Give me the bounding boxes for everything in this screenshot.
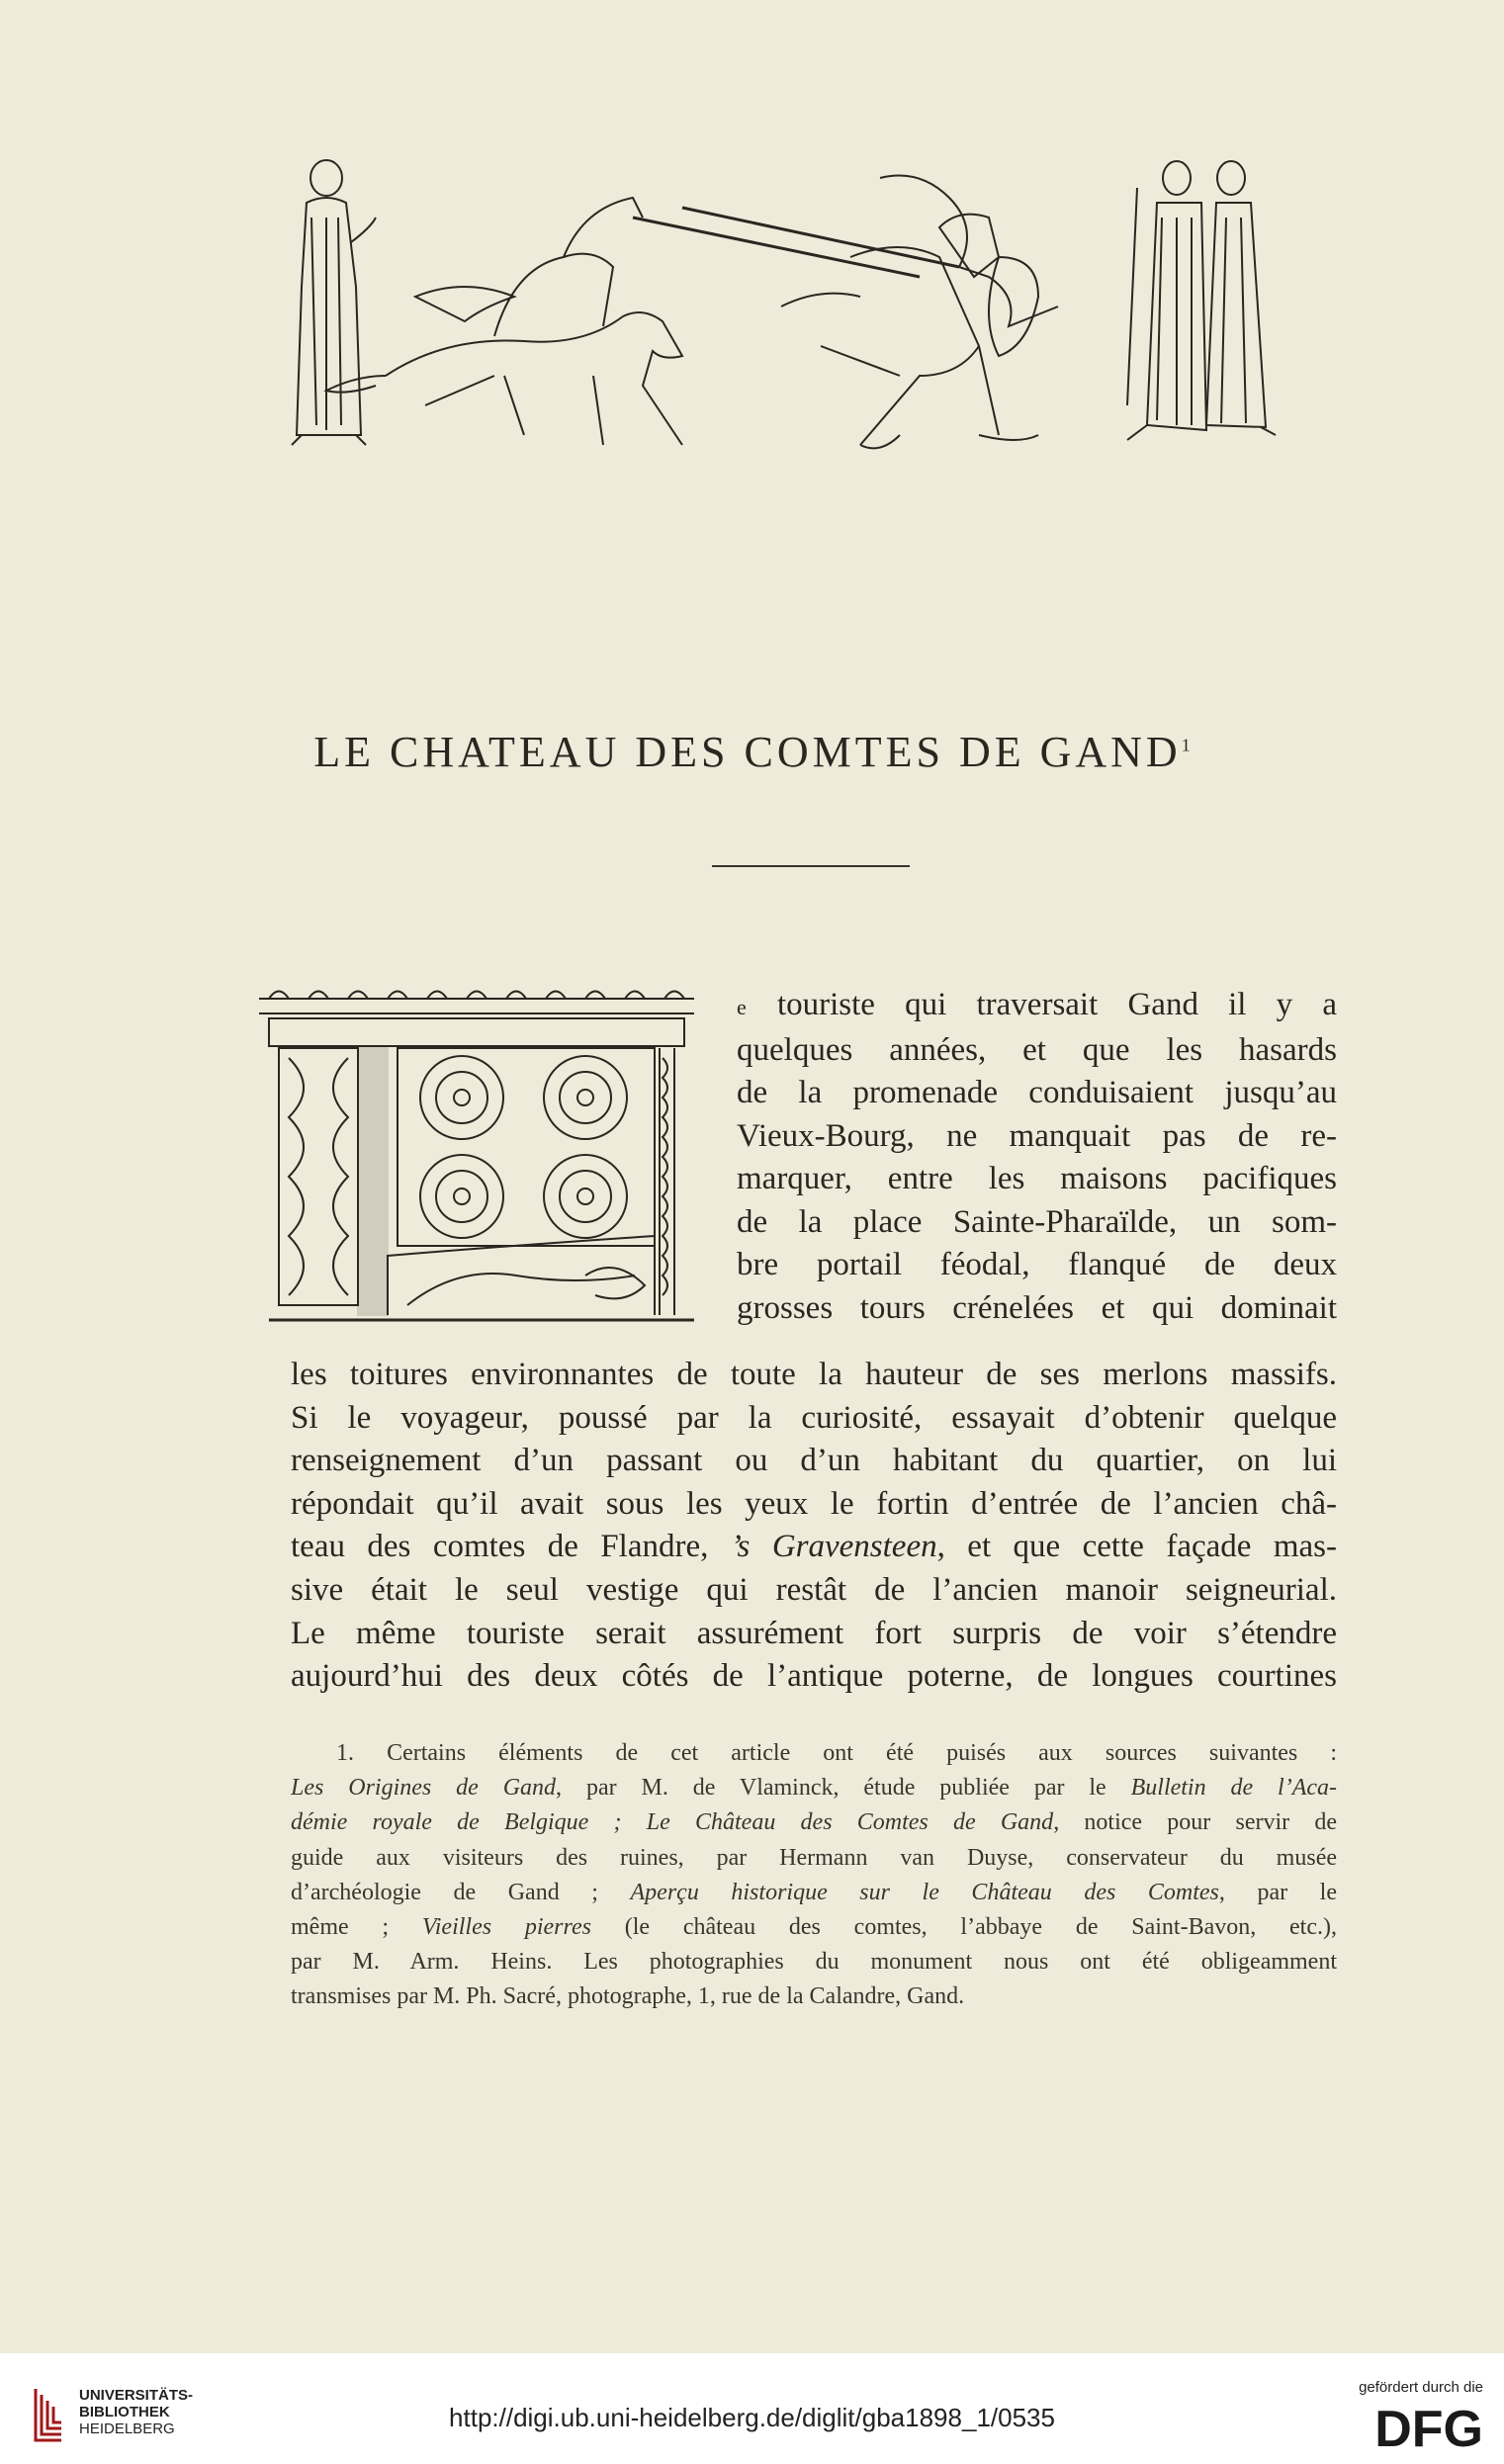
dfg-logo [1325, 2399, 1483, 2454]
text-line: de la place Sainte-Pharaïlde, un som- [737, 1203, 1337, 1240]
text-line: Si le voyageur, poussé par la curiosité, essayait d’obtenir quelque [291, 1399, 1337, 1436]
text-line: marquer, entre les maisons pacifiques [737, 1161, 1337, 1196]
standing-figures [1127, 161, 1276, 440]
footnote-line: guide aux visiteurs des ruines, par Hermann van Duyse, conservateur du musée [291, 1844, 1337, 1871]
footnote-line: transmises par M. Ph. Sacré, photographe, 1, rue de la Calandre, Gand. [291, 1983, 965, 2010]
footnote-line: même ; Vieilles pierres (le château des comtes, l’abbaye de Saint-Bavon, etc.), [291, 1914, 1337, 1941]
text-line: renseignement d’un passant ou d’un habitant du quartier, on lui [291, 1443, 1337, 1479]
text-line: Vieux-Bourg, ne manquait pas de re- [737, 1117, 1337, 1154]
text-line: répondait qu’il avait sous les yeux le fortin d’entrée de l’ancien châ- [291, 1485, 1337, 1522]
monk-figure [292, 160, 376, 445]
text-line: quelques années, et que les hasards [737, 1031, 1337, 1068]
text-line: sive était le seul vestige qui restât de l’ancien manoir seigneurial. [291, 1571, 1337, 1608]
funded-by-caption: gefördert durch die [1359, 2379, 1483, 2396]
source-url[interactable]: http://digi.ub.uni-heidelberg.de/diglit/gba1898_1/0535 [449, 2403, 1055, 2432]
right-knight [682, 176, 1058, 449]
footnote-line: 1. Certains éléments de cet article ont été puisés aux sources suivantes : [336, 1740, 1337, 1766]
text-line: e touriste qui traversait Gand il y a [737, 987, 1338, 1022]
footnote-line: d’archéologie de Gand ; Aperçu historique sur le Château des Comtes, par le [291, 1879, 1337, 1905]
footnote-line: par M. Arm. Heins. Les photographies du monument nous ont été obligeamment [291, 1949, 1337, 1976]
article-title: LE CHATEAU DES COMTES DE GAND$^1$ [313, 728, 1191, 776]
footnote [291, 1736, 1337, 2015]
jousting-illustration [267, 148, 1355, 475]
text-line: grosses tours crénelées et qui dominait [737, 1289, 1337, 1326]
text-line: les toitures environnantes de toute la hauteur de ses merlons massifs. [291, 1357, 1337, 1392]
intro-paragraph-narrow [737, 984, 1337, 1330]
ornate-dropcap-l [259, 979, 694, 1345]
intro-paragraph-wide [291, 1354, 1337, 1699]
footnote-line: Les Origines de Gand, par M. de Vlaminck, étude publiée par le Bulletin de l’Aca- [291, 1775, 1338, 1802]
text-line: aujourd’hui des deux côtés de l’antique poterne, de longues courtines [291, 1658, 1337, 1695]
text-line: Le même touriste serait assurément fort surpris de voir s’étendre [291, 1615, 1337, 1651]
text-line: de la promenade conduisaient jusqu’au [737, 1075, 1337, 1110]
text-line: bre portail féodal, flanqué de deux [737, 1247, 1337, 1282]
left-knight [326, 198, 920, 445]
title-divider [712, 865, 910, 867]
footnote-line: démie royale de Belgique ; Le Château des Comtes de Gand, notice pour servir de [291, 1809, 1337, 1836]
library-name: UNIVERSITÄTS- BIBLIOTHEK HEIDELBERG [79, 2387, 194, 2437]
footnote-marker: 1 [1181, 735, 1191, 755]
dfg-logo-text: DFG [1374, 2401, 1483, 2454]
text-line: teau des comtes de Flandre, ’s Gravensteen, et que cette façade mas- [291, 1529, 1337, 1565]
